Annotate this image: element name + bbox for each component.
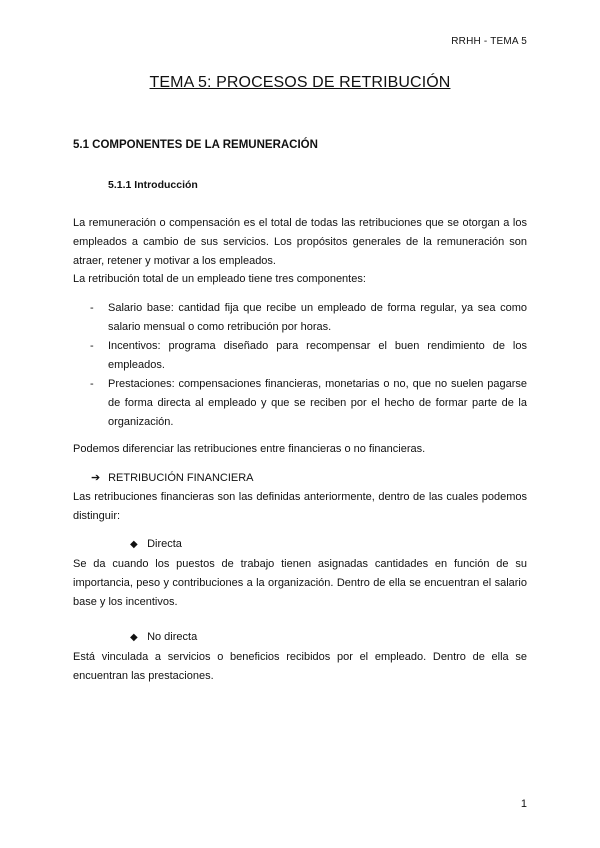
diff-paragraph: Podemos diferenciar las retribuciones entre financieras o no financieras.	[73, 443, 426, 455]
indirect-heading-label: No directa	[147, 631, 198, 643]
page-number: 1	[520, 798, 527, 810]
dash-bullet: -	[90, 302, 94, 314]
financial-heading	[91, 471, 254, 484]
list-item	[73, 299, 527, 337]
diamond-bullet-icon: ◆	[130, 632, 138, 643]
page-title: TEMA 5: PROCESOS DE RETRIBUCIÓN	[149, 74, 451, 91]
components-intro: La retribución total de un empleado tiene tres componentes:	[73, 273, 366, 285]
section-heading: 5.1 COMPONENTES DE LA REMUNERACIÓN	[73, 139, 318, 151]
list-item	[73, 375, 527, 432]
direct-heading-label: Directa	[147, 538, 182, 550]
diamond-bullet-icon: ◆	[130, 539, 138, 550]
dash-bullet: -	[90, 340, 94, 352]
financial-paragraph: Las retribuciones financieras son las definidas anteriormente, dentro de las cuales podemos distinguir:	[73, 491, 527, 522]
list-item-text: Salario base: cantidad fija que recibe un empleado de forma regular, ya sea como salario mensual o como retribución por horas.	[108, 302, 527, 333]
list-item-text: Prestaciones: compensaciones financieras, monetarias o no, que no suelen pagarse de forma directa al empleado y que se reciben por el hecho de formar parte de la organización.	[108, 378, 527, 428]
list-item-text: Incentivos: programa diseñado para recompensar el buen rendimiento de los empleados.	[108, 340, 527, 371]
direct-paragraph: Se da cuando los puestos de trabajo tienen asignadas cantidades en función de su importancia, peso y contribuciones a la organización. Dentro de ella se encuentran el salario base y los incentivos.	[73, 558, 527, 608]
components-list	[73, 299, 527, 432]
direct-heading	[130, 538, 182, 550]
list-item	[73, 337, 527, 375]
indirect-heading	[130, 631, 197, 643]
arrow-right-icon: ➔	[91, 472, 101, 484]
running-header: RRHH - TEMA 5	[451, 36, 527, 47]
financial-heading-label: RETRIBUCIÓN FINANCIERA	[108, 472, 254, 484]
intro-paragraph: La remuneración o compensación es el total de todas las retribuciones que se otorgan a los empleados a cambio de sus servicios. Los propósitos generales de la remuneración son atraer, retener y motivar a los empleados.	[73, 217, 527, 267]
indirect-paragraph: Está vinculada a servicios o beneficios recibidos por el empleado. Dentro de ella se encuentran las prestaciones.	[73, 651, 527, 682]
dash-bullet: -	[90, 378, 94, 390]
subsection-heading: 5.1.1 Introducción	[108, 179, 198, 191]
